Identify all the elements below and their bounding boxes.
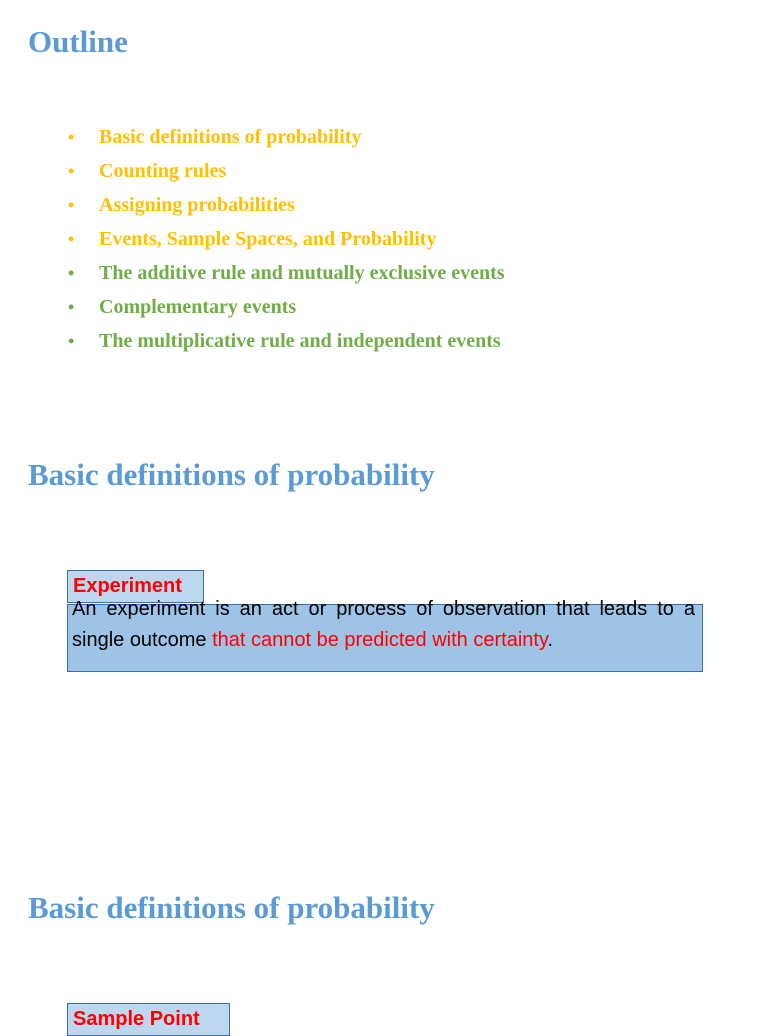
outline-item-label: Basic definitions of probability	[99, 126, 362, 148]
outline-item	[68, 256, 505, 290]
outline-item	[68, 222, 505, 256]
outline-item-label: Events, Sample Spaces, and Probability	[99, 228, 437, 250]
bullet-icon: •	[68, 195, 75, 215]
definition-highlight: that cannot be predicted with certainty	[212, 629, 548, 651]
section-title: Basic definitions of probability	[28, 457, 435, 492]
outline-item-label: The multiplicative rule and independent events	[99, 330, 501, 352]
term-label-sample-point: Sample Point	[67, 1003, 230, 1036]
section-title: Basic definitions of probability	[28, 890, 435, 925]
definition-text: An experiment is an act or process of observation that leads to a single outcome	[72, 598, 695, 651]
bullet-icon: •	[68, 331, 75, 351]
outline-item-label: Counting rules	[99, 160, 227, 182]
definition-end: .	[547, 629, 554, 651]
experiment-definition	[72, 594, 695, 656]
bullet-icon: •	[68, 263, 75, 283]
outline-item	[68, 120, 505, 154]
outline-item	[68, 154, 505, 188]
outline-list	[68, 120, 505, 358]
outline-item	[68, 290, 505, 324]
outline-item-label: Complementary events	[99, 296, 297, 318]
bullet-icon: •	[68, 297, 75, 317]
outline-item-label: Assigning probabilities	[99, 194, 295, 216]
bullet-icon: •	[68, 127, 75, 147]
outline-item	[68, 324, 505, 358]
outline-item	[68, 188, 505, 222]
bullet-icon: •	[68, 229, 75, 249]
bullet-icon: •	[68, 161, 75, 181]
outline-title: Outline	[28, 24, 128, 59]
term-label-experiment: Experiment	[67, 570, 204, 603]
outline-item-label: The additive rule and mutually exclusive events	[99, 262, 505, 284]
